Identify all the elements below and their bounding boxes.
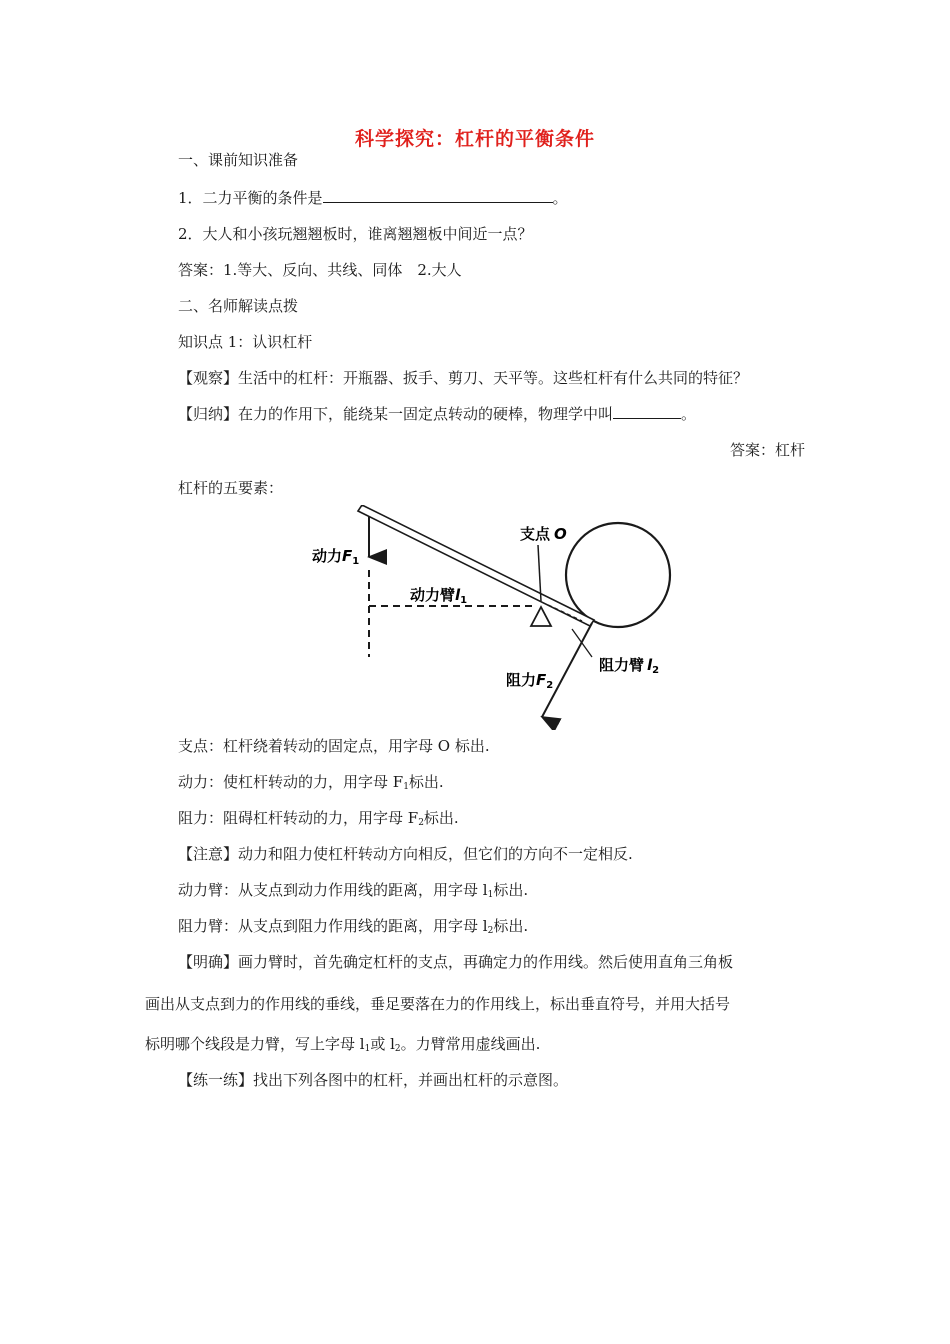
answer-blank-2 xyxy=(613,404,681,419)
resistance-arm-definition-end: 标出. xyxy=(493,917,529,935)
knowledge-point-1: 知识点 1：认识杠杆 xyxy=(178,333,313,351)
summary-paragraph xyxy=(178,404,696,424)
effort-arm-definition-end: 标出. xyxy=(493,881,529,899)
fulcrum-definition: 支点：杠杆绕着转动的固定点，用字母 O 标出. xyxy=(178,737,490,755)
resistance-definition-text: 阻力：阻碍杠杆转动的力，用字母 F xyxy=(178,809,419,827)
resistance-definition-end: 标出. xyxy=(423,809,459,827)
resistance-subscript: 2 xyxy=(418,818,424,828)
resistance-force-arrow xyxy=(542,623,592,717)
resistance-arm-definition xyxy=(178,916,528,941)
lever-diagram xyxy=(310,505,690,734)
lever-bar xyxy=(358,505,594,626)
clarify-line-3-end: 。力臂常用虚线画出. xyxy=(400,1035,541,1053)
resistance-arm-definition-text: 阻力臂：从支点到阻力作用线的距离，用字母 l xyxy=(178,917,488,935)
clarify-subscript-2: 2 xyxy=(394,1044,401,1054)
clarify-line-3-mid: 或 l xyxy=(370,1035,395,1053)
fulcrum-label: 支点 O xyxy=(520,525,567,543)
observe-paragraph: 【观察】生活中的杠杆：开瓶器、扳手、剪刀、天平等。这些杠杆有什么共同的特征？ xyxy=(178,369,749,387)
clarify-line-1: 【明确】画力臂时，首先确定杠杆的支点，再确定力的作用线。然后使用直角三角板 xyxy=(178,953,734,971)
effort-subscript: 1 xyxy=(403,782,409,792)
question-1-text: 1．二力平衡的条件是 xyxy=(178,189,323,207)
effort-arm-label: 动力臂$l_1$ xyxy=(410,586,468,606)
lever-diagram-svg xyxy=(310,505,690,730)
note-paragraph: 【注意】动力和阻力使杠杆转动方向相反，但它们的方向不一定相反. xyxy=(178,845,633,863)
fulcrum-triangle xyxy=(531,607,551,626)
section-heading-1: 一、课前知识准备 xyxy=(178,151,299,169)
answer-blank-1 xyxy=(323,188,553,203)
page-title: 科学探究：杠杆的平衡条件 xyxy=(354,128,595,150)
resistance-arm-label: 阻力臂 $l_2$ xyxy=(599,656,660,676)
clarify-line-3-text: 标明哪个线段是力臂，写上字母 l xyxy=(145,1035,365,1053)
effort-definition xyxy=(178,772,444,797)
effort-arm-definition xyxy=(178,880,528,905)
effort-definition-end: 标出. xyxy=(408,773,444,791)
resistance-force-label: 阻力$F_2$ xyxy=(506,671,554,691)
clarify-line-2: 画出从支点到力的作用线的垂线，垂足要落在力的作用线上，标出垂直符号，并用大括号 xyxy=(145,995,731,1013)
effort-force-label: 动力$F_1$ xyxy=(312,547,360,567)
resistance-definition xyxy=(178,808,459,833)
question-1-end: 。 xyxy=(552,189,568,207)
effort-arm-subscript: 1 xyxy=(487,890,494,900)
answer-2: 答案：杠杆 xyxy=(729,441,805,459)
summary-end: 。 xyxy=(681,405,697,423)
section-heading-2: 二、名师解读点拨 xyxy=(178,297,299,315)
ball-circle xyxy=(566,523,670,627)
clarify-subscript-1: 1 xyxy=(364,1044,371,1054)
effort-arm-definition-text: 动力臂：从支点到动力作用线的距离，用字母 l xyxy=(178,881,488,899)
resistance-arm-subscript: 2 xyxy=(487,926,494,936)
effort-definition-text: 动力：使杠杆转动的力，用字母 F xyxy=(178,773,404,791)
five-elements-heading: 杠杆的五要素： xyxy=(178,479,284,497)
question-2: 2．大人和小孩玩翘翘板时，谁离翘翘板中间近一点？ xyxy=(178,225,533,243)
practice-paragraph: 【练一练】找出下列各图中的杠杆，并画出杠杆的示意图。 xyxy=(178,1071,569,1089)
question-1 xyxy=(178,188,568,208)
summary-text: 【归纳】在力的作用下，能绕某一固定点转动的硬棒，物理学中叫 xyxy=(178,405,614,423)
answer-1: 答案：1.等大、反向、共线、同体 2.大人 xyxy=(178,261,462,279)
clarify-line-3 xyxy=(145,1034,540,1059)
